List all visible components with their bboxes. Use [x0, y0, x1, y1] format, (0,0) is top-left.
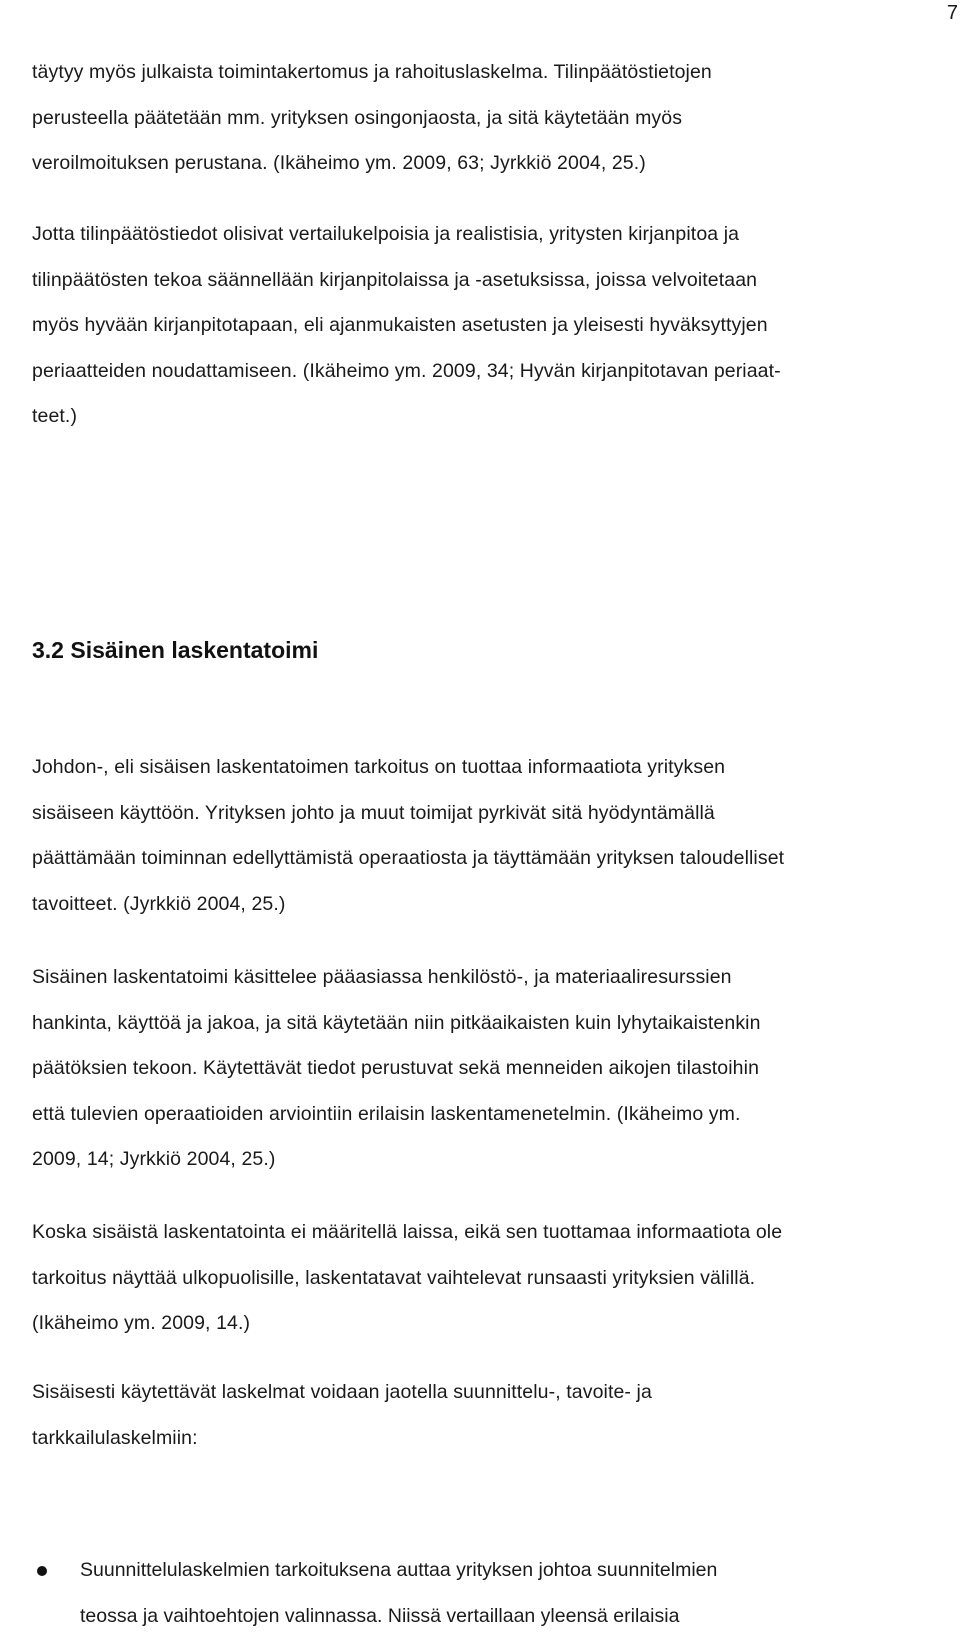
text-line: että tulevien operaatioiden arviointiin erilaisin laskentamenetelmin. (Ikäheimo ym. — [32, 1092, 761, 1138]
text-line: Johdon-, eli sisäisen laskentatoimen tarkoitus on tuottaa informaatiota yrityksen — [32, 745, 784, 791]
paragraph-comparability — [32, 212, 781, 440]
text-line: sisäiseen käyttöön. Yrityksen johto ja muut toimijat pyrkivät sitä hyödyntämällä — [32, 791, 784, 837]
bullet-icon — [37, 1566, 47, 1576]
text-line: tarkkailulaskelmiin: — [32, 1416, 652, 1462]
text-line: Sisäinen laskentatoimi käsittelee pääasiassa henkilöstö-, ja materiaaliresurssien — [32, 955, 761, 1001]
text-line: täytyy myös julkaista toimintakertomus ja rahoituslaskelma. Tilinpäätöstietojen — [32, 50, 712, 96]
text-line: päätöksien tekoon. Käytettävät tiedot perustuvat sekä menneiden aikojen tilastoihin — [32, 1046, 761, 1092]
text-line: päättämään toiminnan edellyttämistä operaatiosta ja täyttämään yrityksen taloudelliset — [32, 836, 784, 882]
paragraph-resources — [32, 955, 761, 1183]
bullet-text — [80, 1548, 717, 1639]
text-line: teossa ja vaihtoehtojen valinnassa. Niissä vertaillaan yleensä erilaisia — [80, 1594, 717, 1639]
text-line: 2009, 14; Jyrkkiö 2004, 25.) — [32, 1137, 761, 1183]
text-line: perusteella päätetään mm. yrityksen osingonjaosta, ja sitä käytetään myös — [32, 96, 712, 142]
text-line: Suunnittelulaskelmien tarkoituksena auttaa yrityksen johtoa suunnitelmien — [80, 1548, 717, 1594]
text-line: Sisäisesti käytettävät laskelmat voidaan jaotella suunnittelu-, tavoite- ja — [32, 1370, 652, 1416]
text-line: Koska sisäistä laskentatointa ei määritellä laissa, eikä sen tuottamaa informaatiota ole — [32, 1210, 782, 1256]
text-line: tarkoitus näyttää ulkopuolisille, laskentatavat vaihtelevat runsaasti yrityksien välillä. — [32, 1256, 782, 1302]
text-line: hankinta, käyttöä ja jakoa, ja sitä käytetään niin pitkäaikaisten kuin lyhytaikaistenkin — [32, 1001, 761, 1047]
text-line: tavoitteet. (Jyrkkiö 2004, 25.) — [32, 882, 784, 928]
text-line: periaatteiden noudattamiseen. (Ikäheimo ym. 2009, 34; Hyvän kirjanpitotavan periaat- — [32, 349, 781, 395]
text-line: tilinpäätösten tekoa säännellään kirjanpitolaissa ja -asetuksissa, joissa velvoitetaan — [32, 258, 781, 304]
text-line: myös hyvään kirjanpitotapaan, eli ajanmukaisten asetusten ja yleisesti hyväksyttyjen — [32, 303, 781, 349]
paragraph-financial-statements-end — [32, 50, 712, 187]
paragraph-calculation-types — [32, 1370, 652, 1461]
text-line: Jotta tilinpäätöstiedot olisivat vertailukelpoisia ja realistisia, yritysten kirjanpitoa ja — [32, 212, 781, 258]
text-line: (Ikäheimo ym. 2009, 14.) — [32, 1301, 782, 1347]
section-heading: 3.2 Sisäinen laskentatoimi — [32, 637, 318, 664]
page-number: 7 — [947, 2, 958, 25]
text-line: veroilmoituksen perustana. (Ikäheimo ym. 2009, 63; Jyrkkiö 2004, 25.) — [32, 141, 712, 187]
paragraph-not-regulated — [32, 1210, 782, 1347]
text-line: teet.) — [32, 394, 781, 440]
paragraph-management-accounting — [32, 745, 784, 927]
